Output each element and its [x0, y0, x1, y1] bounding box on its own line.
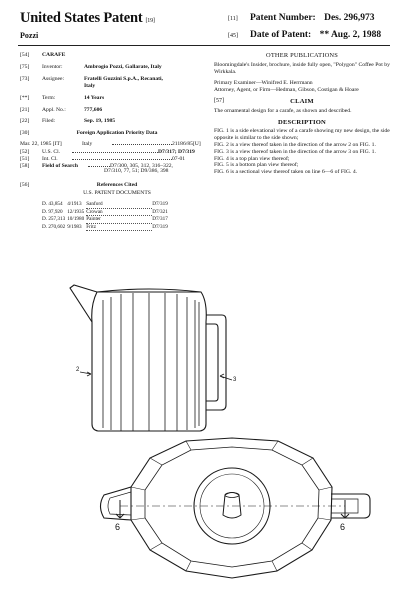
citation-name: Fritz	[86, 223, 152, 231]
field-label: Filed:	[42, 118, 56, 124]
field-label: Term:	[42, 95, 56, 101]
citation-number: D. 257,313	[42, 216, 66, 223]
patent-number-ref: [11]	[228, 16, 238, 22]
us-cl-ref: [52]	[20, 149, 30, 155]
other-pubs-body: Bloomingdale's Insider, brochure, inside fully open, "Polygon" Coffee Pot by Wirkkala.	[214, 62, 390, 76]
citation-class: D7/321	[152, 208, 168, 215]
patent-date: Aug. 2, 1988	[330, 30, 382, 40]
us-cl-value: D7/317; D7/319	[158, 149, 195, 155]
fig1-carafe-side-view	[70, 285, 232, 431]
section-label-right: 6	[340, 522, 346, 532]
field-value: Fratelli Guzzini S.p.A., Recanati,	[84, 76, 163, 82]
citation-date: 4/1913	[67, 201, 82, 208]
priority-title: Foreign Application Priority Data	[76, 130, 158, 136]
citation-number: D. 97,920	[42, 208, 63, 215]
us-cl-label: U.S. Cl.	[42, 149, 61, 155]
citation-number: D. 270,602	[42, 223, 66, 230]
patent-date-ref: [45]	[228, 33, 238, 39]
claim-ref: [57]	[214, 97, 224, 104]
field-ref: [**]	[20, 95, 30, 101]
refs-title: References Cited	[96, 182, 138, 188]
description-paragraph: FIG. 4 is a top plan view thereof;	[214, 155, 290, 162]
field-title: CARAFE	[42, 52, 66, 58]
priority-date: Mar. 22, 1985 [IT]	[20, 141, 62, 147]
field-value: Sep. 19, 1985	[84, 118, 116, 124]
citation-class: D7/317	[152, 216, 168, 223]
description-paragraph: FIG. 3 is a view thereof taken in the direction of the arrow 3 on FIG. 1.	[214, 148, 376, 155]
int-cl-ref: [51]	[20, 156, 30, 162]
patent-date-label: Date of Patent:	[250, 30, 312, 40]
citation-date: 9/1983	[67, 223, 82, 230]
citation-name: Sanford	[86, 201, 152, 208]
field-label: Inventor:	[42, 64, 63, 70]
field-label: Assignee:	[42, 76, 65, 82]
fig4-carafe-top-view	[101, 438, 371, 578]
field-ref: [75]	[20, 64, 30, 70]
citation-number: D. 43,854	[42, 201, 63, 208]
field-ref: [21]	[20, 107, 30, 113]
citation-name: Painter	[86, 216, 152, 224]
field-value: 14 Years	[84, 95, 105, 101]
citation-class: D7/319	[152, 223, 168, 230]
arrow-3-label: 3	[233, 377, 237, 383]
description-paragraph: FIG. 1 is a side elevational view of a carafe showing my new design, the side opposite is similar to the side shown;	[214, 127, 390, 141]
description-paragraph: FIG. 5 is a bottom plan view thereof;	[214, 162, 299, 169]
citation-class: D7/319	[152, 201, 168, 208]
field-ref: [73]	[20, 76, 30, 82]
priority-country: Italy	[82, 141, 93, 147]
citation-date: 12/1935	[67, 208, 85, 215]
int-cl-value: 07-01	[172, 156, 186, 162]
field-ref: [22]	[20, 118, 30, 124]
field-label: Appl. No.:	[42, 107, 66, 113]
claim-title: CLAIM	[290, 97, 314, 105]
search-value-2: D7/310, 77, 51; D9/386, 398	[104, 168, 169, 174]
title-text: United States Patent	[20, 10, 143, 26]
description-title: DESCRIPTION	[278, 118, 326, 126]
description-paragraph: FIG. 6 is a sectional view thereof taken on line 6—6 of FIG. 4.	[214, 169, 358, 176]
int-cl-label: Int. Cl.	[42, 156, 58, 162]
citation-date: 10/1980	[67, 216, 85, 223]
other-pubs-title: OTHER PUBLICATIONS	[266, 52, 338, 59]
field-ref: [54]	[20, 52, 30, 58]
section-label-left: 6	[115, 522, 121, 532]
claim-text: The ornamental design for a carafe, as shown and described.	[214, 107, 352, 114]
refs-ref: [56]	[20, 182, 30, 188]
search-label: Field of Search	[42, 163, 78, 169]
search-ref: [58]	[20, 163, 30, 169]
title-ref: [19]	[145, 18, 155, 24]
priority-ref: [30]	[20, 130, 30, 136]
refs-subtitle: U.S. PATENT DOCUMENTS	[83, 190, 151, 196]
patent-date-prefix: **	[319, 30, 330, 40]
primary-examiner: Primary Examiner—Winifred E. Herrmann	[214, 80, 313, 87]
field-value: Ambrogio Pozzi, Gallarate, Italy	[84, 64, 162, 70]
search-value-1: D7/300, 305, 312, 316–322,	[110, 163, 173, 169]
patent-number-label: Patent Number:	[250, 13, 316, 23]
field-value: Italy	[84, 83, 96, 89]
arrow-2-label: 2	[76, 367, 80, 373]
citation-name: Crowan	[86, 208, 152, 216]
attorney: Attorney, Agent, or Firm—Hedman, Gibson, Costigan & Hoare	[214, 86, 359, 93]
priority-number: 21186/85[U]	[172, 141, 201, 147]
field-value: 777,606	[84, 107, 103, 113]
description-paragraph: FIG. 2 is a view thereof taken in the direction of the arrow 2 on FIG. 1.	[214, 141, 376, 148]
patent-number: Des. 296,973	[324, 13, 375, 23]
inventor-short: Pozzi	[20, 31, 39, 40]
